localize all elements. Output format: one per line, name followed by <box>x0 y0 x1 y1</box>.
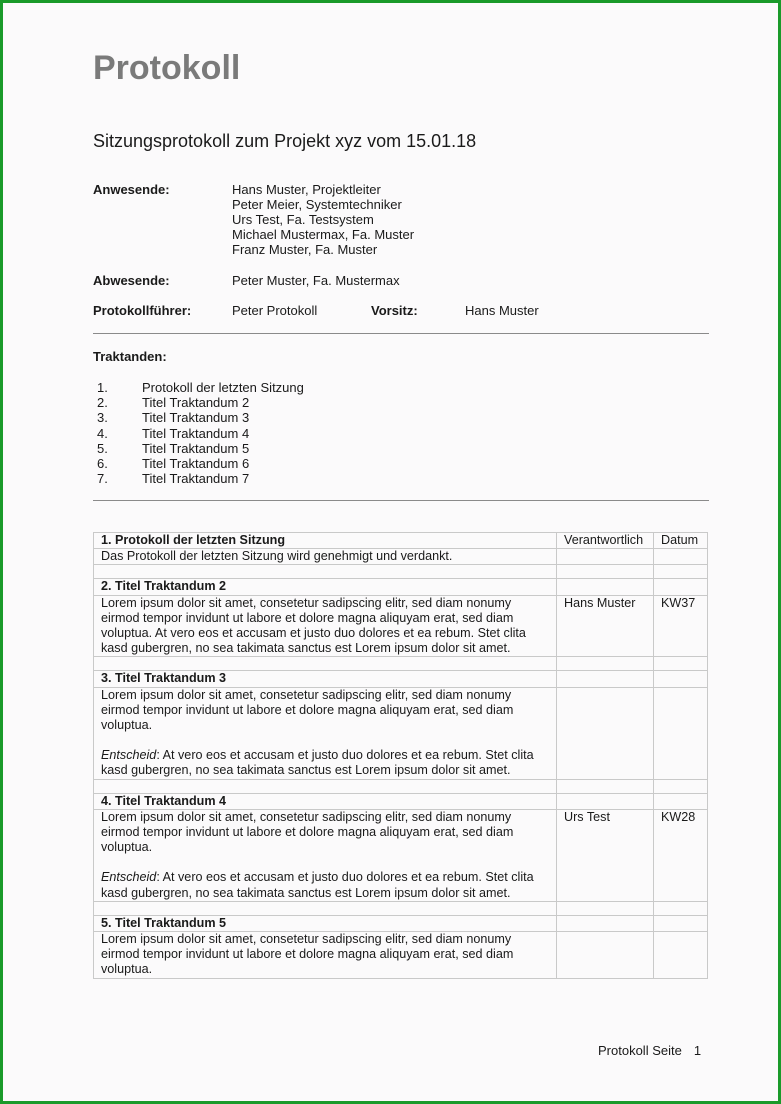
section-body-cell <box>94 809 557 901</box>
item-number: 5. <box>97 440 108 456</box>
item-number: 2. <box>97 395 108 411</box>
table-row <box>94 901 708 915</box>
table-row <box>94 595 708 657</box>
column-header-datum: Datum <box>654 533 708 549</box>
table-row <box>94 657 708 671</box>
table-row <box>94 915 708 931</box>
datum-cell <box>654 687 708 779</box>
item-title: Titel Traktandum 6 <box>142 456 250 472</box>
protokollfuehrer-value: Peter Protokoll <box>232 303 318 318</box>
document-subtitle: Sitzungsprotokoll zum Projekt xyz vom 15.01.18 <box>93 131 477 151</box>
attendee-name: Peter Meier, Systemtechniker <box>232 197 402 212</box>
section-body: Lorem ipsum dolor sit amet, consetetur sadipscing elitr, sed diam nonumy eirmod tempor invidunt ut labore et dolore magna aliquyam erat, sed diam voluptua. <box>101 809 514 855</box>
anwesende-label: Anwesende: <box>93 182 170 197</box>
page-number: 1 <box>693 1043 702 1058</box>
entscheid-text <box>101 748 549 778</box>
item-title: Titel Traktandum 7 <box>142 471 250 487</box>
item-title: Titel Traktandum 5 <box>142 440 250 456</box>
abwesende-value: Peter Muster, Fa. Mustermax <box>232 273 400 288</box>
verantwortlich-cell <box>557 687 654 779</box>
traktanden-heading: Traktanden: <box>93 349 167 364</box>
attendee-name: Franz Muster, Fa. Muster <box>232 242 378 257</box>
section-body: Lorem ipsum dolor sit amet, consetetur sadipscing elitr, sed diam nonumy eirmod tempor invidunt ut labore et dolore magna aliquyam erat, sed diam voluptua. <box>101 687 514 733</box>
item-number: 3. <box>97 410 108 426</box>
minutes-table <box>93 532 708 979</box>
list-item <box>93 471 304 486</box>
table-row <box>94 687 708 779</box>
table-row <box>94 549 708 565</box>
footer-label: Protokoll Seite <box>598 1043 682 1058</box>
datum-cell <box>654 932 708 979</box>
datum-cell: KW28 <box>654 809 708 901</box>
list-item <box>93 441 304 456</box>
traktanden-list <box>93 380 304 486</box>
table-row <box>94 793 708 809</box>
list-item <box>93 426 304 441</box>
abwesende-label: Abwesende: <box>93 273 170 288</box>
item-title: Protokoll der letzten Sitzung <box>142 380 304 395</box>
table-row <box>94 779 708 793</box>
anwesende-list <box>232 182 414 257</box>
section-body: Das Protokoll der letzten Sitzung wird genehmigt und verdankt. <box>94 549 557 565</box>
page-footer <box>598 1043 701 1058</box>
list-item <box>93 456 304 471</box>
list-item <box>93 395 304 410</box>
table-row <box>94 533 708 549</box>
item-number: 1. <box>97 380 108 395</box>
section-heading: 3. Titel Traktandum 3 <box>94 671 557 687</box>
vorsitz-label: Vorsitz: <box>371 303 418 318</box>
list-item <box>93 410 304 425</box>
vorsitz-value: Hans Muster <box>465 303 539 318</box>
attendee-name: Michael Mustermax, Fa. Muster <box>232 227 415 242</box>
table-row <box>94 809 708 901</box>
item-title: Titel Traktandum 2 <box>142 395 250 411</box>
section-heading: 4. Titel Traktandum 4 <box>94 793 557 809</box>
item-number: 6. <box>97 456 108 472</box>
item-number: 7. <box>97 471 108 487</box>
attendee-name: Hans Muster, Projektleiter <box>232 182 381 197</box>
column-header-verantwortlich: Verantwortlich <box>557 533 654 549</box>
entscheid-label: Entscheid <box>101 748 157 763</box>
divider <box>93 333 709 334</box>
section-body: Lorem ipsum dolor sit amet, consetetur sadipscing elitr, sed diam nonumy eirmod tempor invidunt ut labore et dolore magna aliquyam erat, sed diam voluptua. <box>94 932 557 979</box>
verantwortlich-cell <box>557 549 654 565</box>
protokollfuehrer-label: Protokollführer: <box>93 303 192 318</box>
entscheid-body: : At vero eos et accusam et justo duo dolores et ea rebum. Stet clita kasd gubergren, no sea takimata sanctus est Lorem ipsum dolor sit amet. <box>101 748 534 778</box>
table-row <box>94 671 708 687</box>
section-body: Lorem ipsum dolor sit amet, consetetur sadipscing elitr, sed diam nonumy eirmod tempor invidunt ut labore et dolore magna aliquyam erat, sed diam voluptua. At vero eos et accusam et justo duo dolores et ea rebum. Stet clita kasd gubergren, no sea takimata sanctus est Lorem ipsum dolor sit amet. <box>94 595 557 657</box>
section-body-cell <box>94 687 557 779</box>
divider <box>93 500 709 501</box>
entscheid-text <box>101 870 549 900</box>
item-title: Titel Traktandum 3 <box>142 410 250 426</box>
table-row <box>94 565 708 579</box>
section-heading: 2. Titel Traktandum 2 <box>94 579 557 595</box>
document-title: Protokoll <box>93 49 241 87</box>
entscheid-body: : At vero eos et accusam et justo duo dolores et ea rebum. Stet clita kasd gubergren, no sea takimata sanctus est Lorem ipsum dolor sit amet. <box>101 870 534 900</box>
attendee-name: Urs Test, Fa. Testsystem <box>232 212 374 227</box>
list-item <box>93 380 304 395</box>
section-heading: 5. Titel Traktandum 5 <box>94 915 557 931</box>
verantwortlich-cell: Hans Muster <box>557 595 654 657</box>
datum-cell: KW37 <box>654 595 708 657</box>
item-title: Titel Traktandum 4 <box>142 425 250 441</box>
table-row <box>94 579 708 595</box>
item-number: 4. <box>97 425 108 441</box>
section-heading: 1. Protokoll der letzten Sitzung <box>94 533 557 549</box>
verantwortlich-cell: Urs Test <box>557 809 654 901</box>
entscheid-label: Entscheid <box>101 870 157 885</box>
datum-cell <box>654 549 708 565</box>
table-row <box>94 932 708 979</box>
verantwortlich-cell <box>557 932 654 979</box>
